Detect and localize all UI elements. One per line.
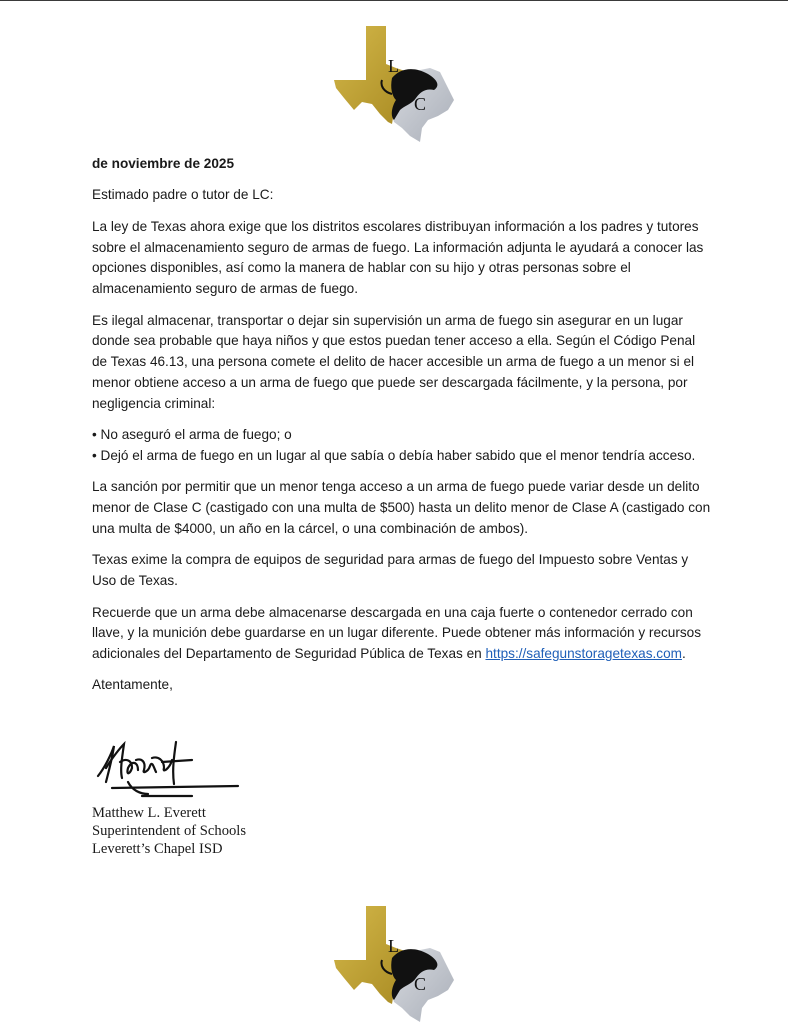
paragraph-illegal-storage: Es ilegal almacenar, transportar o dejar sin supervisión un arma de fuego sin asegurar en un lugar donde sea probable que haya niños y que estos puedan tener acceso a ella. Según el Código Penal de Texas 46.13, una persona comete el delito de hacer accesible un arma de fuego a un menor si el menor obtiene acceso a un arma de fuego que puede ser descargada fácilmente, y la persona, por negligencia criminal:	[92, 312, 696, 411]
letter-greeting: Estimado padre o tutor de LC:	[92, 187, 274, 203]
signer-name: Matthew L. Everett	[92, 805, 206, 821]
top-border	[0, 0, 788, 1]
letter-closing: Atentamente,	[92, 677, 173, 693]
signature-block	[92, 804, 246, 858]
paragraph-law-requirement: La ley de Texas ahora exige que los distritos escolares distribuyan información a los padres y tutores sobre el almacenamiento seguro de armas de fuego. La información adjunta le ayudará a conocer las opciones disponibles, así como la manera de hablar con su hijo y otras personas sobre el almacenamiento seguro de armas de fuego.	[92, 218, 704, 297]
paragraph-tax-exemption: Texas exime la compra de equipos de seguridad para armas de fuego del Impuesto sobre Ventas y Uso de Texas.	[92, 552, 689, 589]
list-item: • No aseguró el arma de fuego; o	[92, 427, 292, 443]
letter-body	[92, 154, 712, 707]
district-logo-top	[334, 24, 456, 144]
signer-organization: Leverett’s Chapel ISD	[92, 841, 223, 857]
reminder-text: Recuerde que un arma debe almacenarse descargada en una caja fuerte o contenedor cerrado con llave, y la munición debe guardarse en un lugar diferente. Puede obtener más información y recursos adicionales del Departamento de Seguridad Pública de Texas en	[92, 604, 702, 662]
signer-title: Superintendent of Schools	[92, 823, 247, 839]
district-logo-bottom	[334, 904, 456, 1024]
signature-image	[92, 738, 242, 804]
safe-gun-storage-link[interactable]: https://safegunstoragetexas.com	[485, 646, 682, 662]
list-item: • Dejó el arma de fuego en un lugar al que sabía o debía haber sabido que el menor tendría acceso.	[92, 447, 696, 463]
paragraph-storage-reminder	[92, 603, 712, 665]
paragraph-penalties: La sanción por permitir que un menor tenga acceso a un arma de fuego puede variar desde un delito menor de Clase C (castigado con una multa de $500) hasta un delito menor de Clase A (castigado con una multa de $4000, un año en la cárcel, o una combinación de ambos).	[92, 479, 711, 536]
logo-letter-l: L	[388, 936, 399, 956]
logo-letter-l: L	[388, 56, 399, 76]
logo-letter-c: C	[414, 94, 427, 114]
letter-date: de noviembre de 2025	[92, 156, 235, 171]
negligence-list	[92, 425, 712, 467]
logo-letter-c: C	[414, 974, 427, 994]
reminder-period: .	[681, 646, 686, 662]
